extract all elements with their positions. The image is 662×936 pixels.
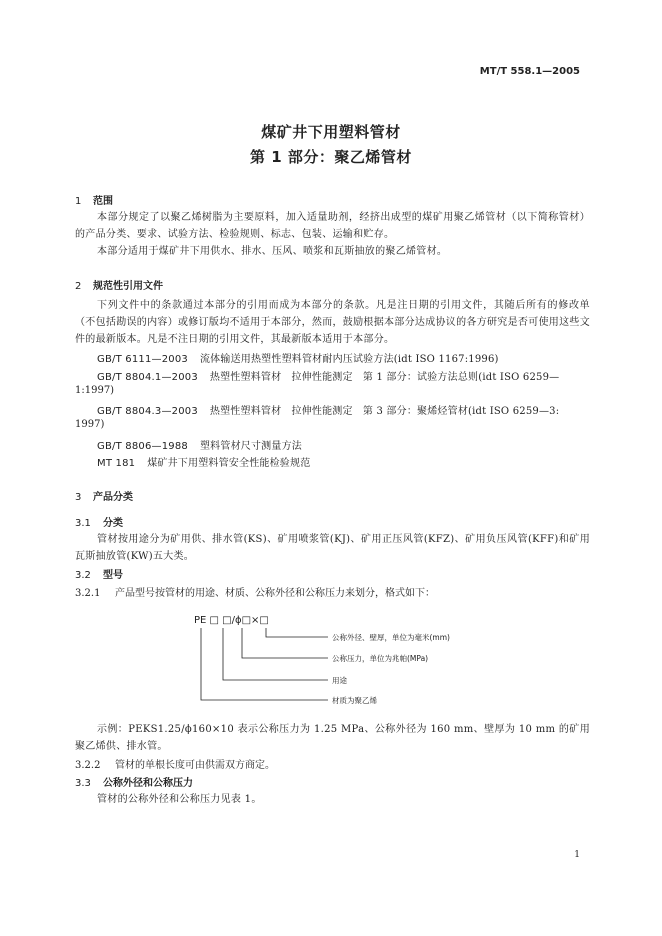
label-pressure: 公称压力，单位为兆帕(MPa) (332, 654, 429, 663)
label-material: 材质为聚乙烯 (332, 696, 377, 705)
reference-title: 热塑性塑料管材 拉伸性能测定 第 1 部分：试验方法总则(idt ISO 6259— (209, 372, 560, 383)
section-number: 3 (75, 492, 82, 503)
reference-code: MT 181 (97, 458, 136, 469)
section-3-2-heading (75, 566, 123, 581)
section-title: 产品分类 (93, 492, 133, 503)
reference-code: GB/T 8804.3—2003 (97, 406, 198, 417)
section-number: 2 (75, 281, 82, 292)
section-number: 3.3 (75, 778, 91, 789)
document-subtitle: 第 1 部分：聚乙烯管材 (250, 148, 412, 166)
section-title: 型号 (103, 570, 123, 581)
diagram-leader-lines (201, 628, 328, 700)
section-2-para-1: 下列文件中的条款通过本部分的引用而成为本部分的条款。凡是注日期的引用文件，其随后所有的修改单（不包括勘误的内容）或修订版均不适用于本部分，然而，鼓励根据本部分达成协议的各方研究是否可使用这些文件的最新版本。凡是不注日期的引用文件，其最新版本适用于本部分。 (75, 300, 590, 345)
reference-title: 热塑性塑料管材 拉伸性能测定 第 3 部分：聚烯烃管材(idt ISO 6259—3: (209, 406, 560, 417)
section-3-1-para: 管材按用途分为矿用供、排水管(KS)、矿用喷浆管(KJ)、矿用正压风管(KFZ)、矿用负压风管(KFF)和矿用瓦斯抽放管(KW)五大类。 (75, 534, 590, 562)
section-title: 分类 (103, 518, 123, 529)
section-3-heading (75, 488, 133, 503)
example-text: 示例：PEKS1.25/ϕ160×10 表示公称压力为 1.25 MPa、公称外径为 160 mm、壁厚为 10 mm 的矿用聚乙烯供、排水管。 (75, 724, 590, 752)
clause-3-2-2 (75, 756, 275, 771)
section-3-3-heading (75, 774, 193, 789)
model-designation-diagram (190, 610, 450, 710)
section-1-heading (75, 192, 113, 207)
clause-text: 产品型号按管材的用途、材质、公称外径和公称压力来划分，格式如下： (115, 588, 435, 599)
clause-number: 3.2.2 (75, 760, 101, 771)
section-3-3-para: 管材的公称外径和公称压力见表 1。 (97, 794, 262, 805)
clause-number: 3.2.1 (75, 588, 101, 599)
section-1-para-2: 本部分适用于煤矿井下用供水、排水、压风、喷浆和瓦斯抽放的聚乙烯管材。 (97, 246, 448, 257)
reference-item (97, 454, 310, 469)
section-number: 1 (75, 196, 82, 207)
reference-title: 煤矿井下用塑料管安全性能检验规范 (147, 458, 311, 469)
designation-format: PE □ □/ϕ□×□ (194, 615, 269, 626)
reference-item (97, 437, 302, 452)
reference-code: GB/T 6111—2003 (97, 354, 188, 365)
reference-title: 流体输送用热塑性塑料管材耐内压试验方法(idt ISO 1167:1996) (199, 354, 499, 365)
section-number: 3.2 (75, 570, 91, 581)
reference-item (97, 368, 559, 383)
section-2-heading (75, 277, 163, 292)
clause-3-2-1 (75, 584, 435, 599)
section-title: 规范性引用文件 (93, 281, 163, 292)
section-title: 范围 (93, 196, 113, 207)
reference-code: GB/T 8804.1—2003 (97, 372, 198, 383)
reference-continuation: 1:1997) (75, 385, 115, 396)
label-usage: 用途 (332, 676, 347, 685)
page-number: 1 (574, 850, 580, 860)
section-title: 公称外径和公称压力 (103, 778, 193, 789)
label-diameter-wall: 公称外径、壁厚，单位为毫米(mm) (332, 633, 450, 642)
standard-code: MT/T 558.1—2005 (479, 66, 580, 77)
reference-continuation: 1997) (75, 419, 105, 430)
reference-item (97, 350, 499, 365)
reference-title: 塑料管材尺寸测量方法 (199, 441, 302, 452)
reference-item (97, 402, 559, 417)
reference-code: GB/T 8806—1988 (97, 441, 188, 452)
document-title: 煤矿井下用塑料管材 (261, 123, 401, 141)
section-1-para-1: 本部分规定了以聚乙烯树脂为主要原料，加入适量助剂，经挤出成型的煤矿用聚乙烯管材（以下简称管材）的产品分类、要求、试验方法、检验规则、标志、包装、运输和贮存。 (75, 212, 590, 240)
clause-text: 管材的单根长度可由供需双方商定。 (115, 760, 275, 771)
section-number: 3.1 (75, 518, 91, 529)
section-3-1-heading (75, 514, 123, 529)
